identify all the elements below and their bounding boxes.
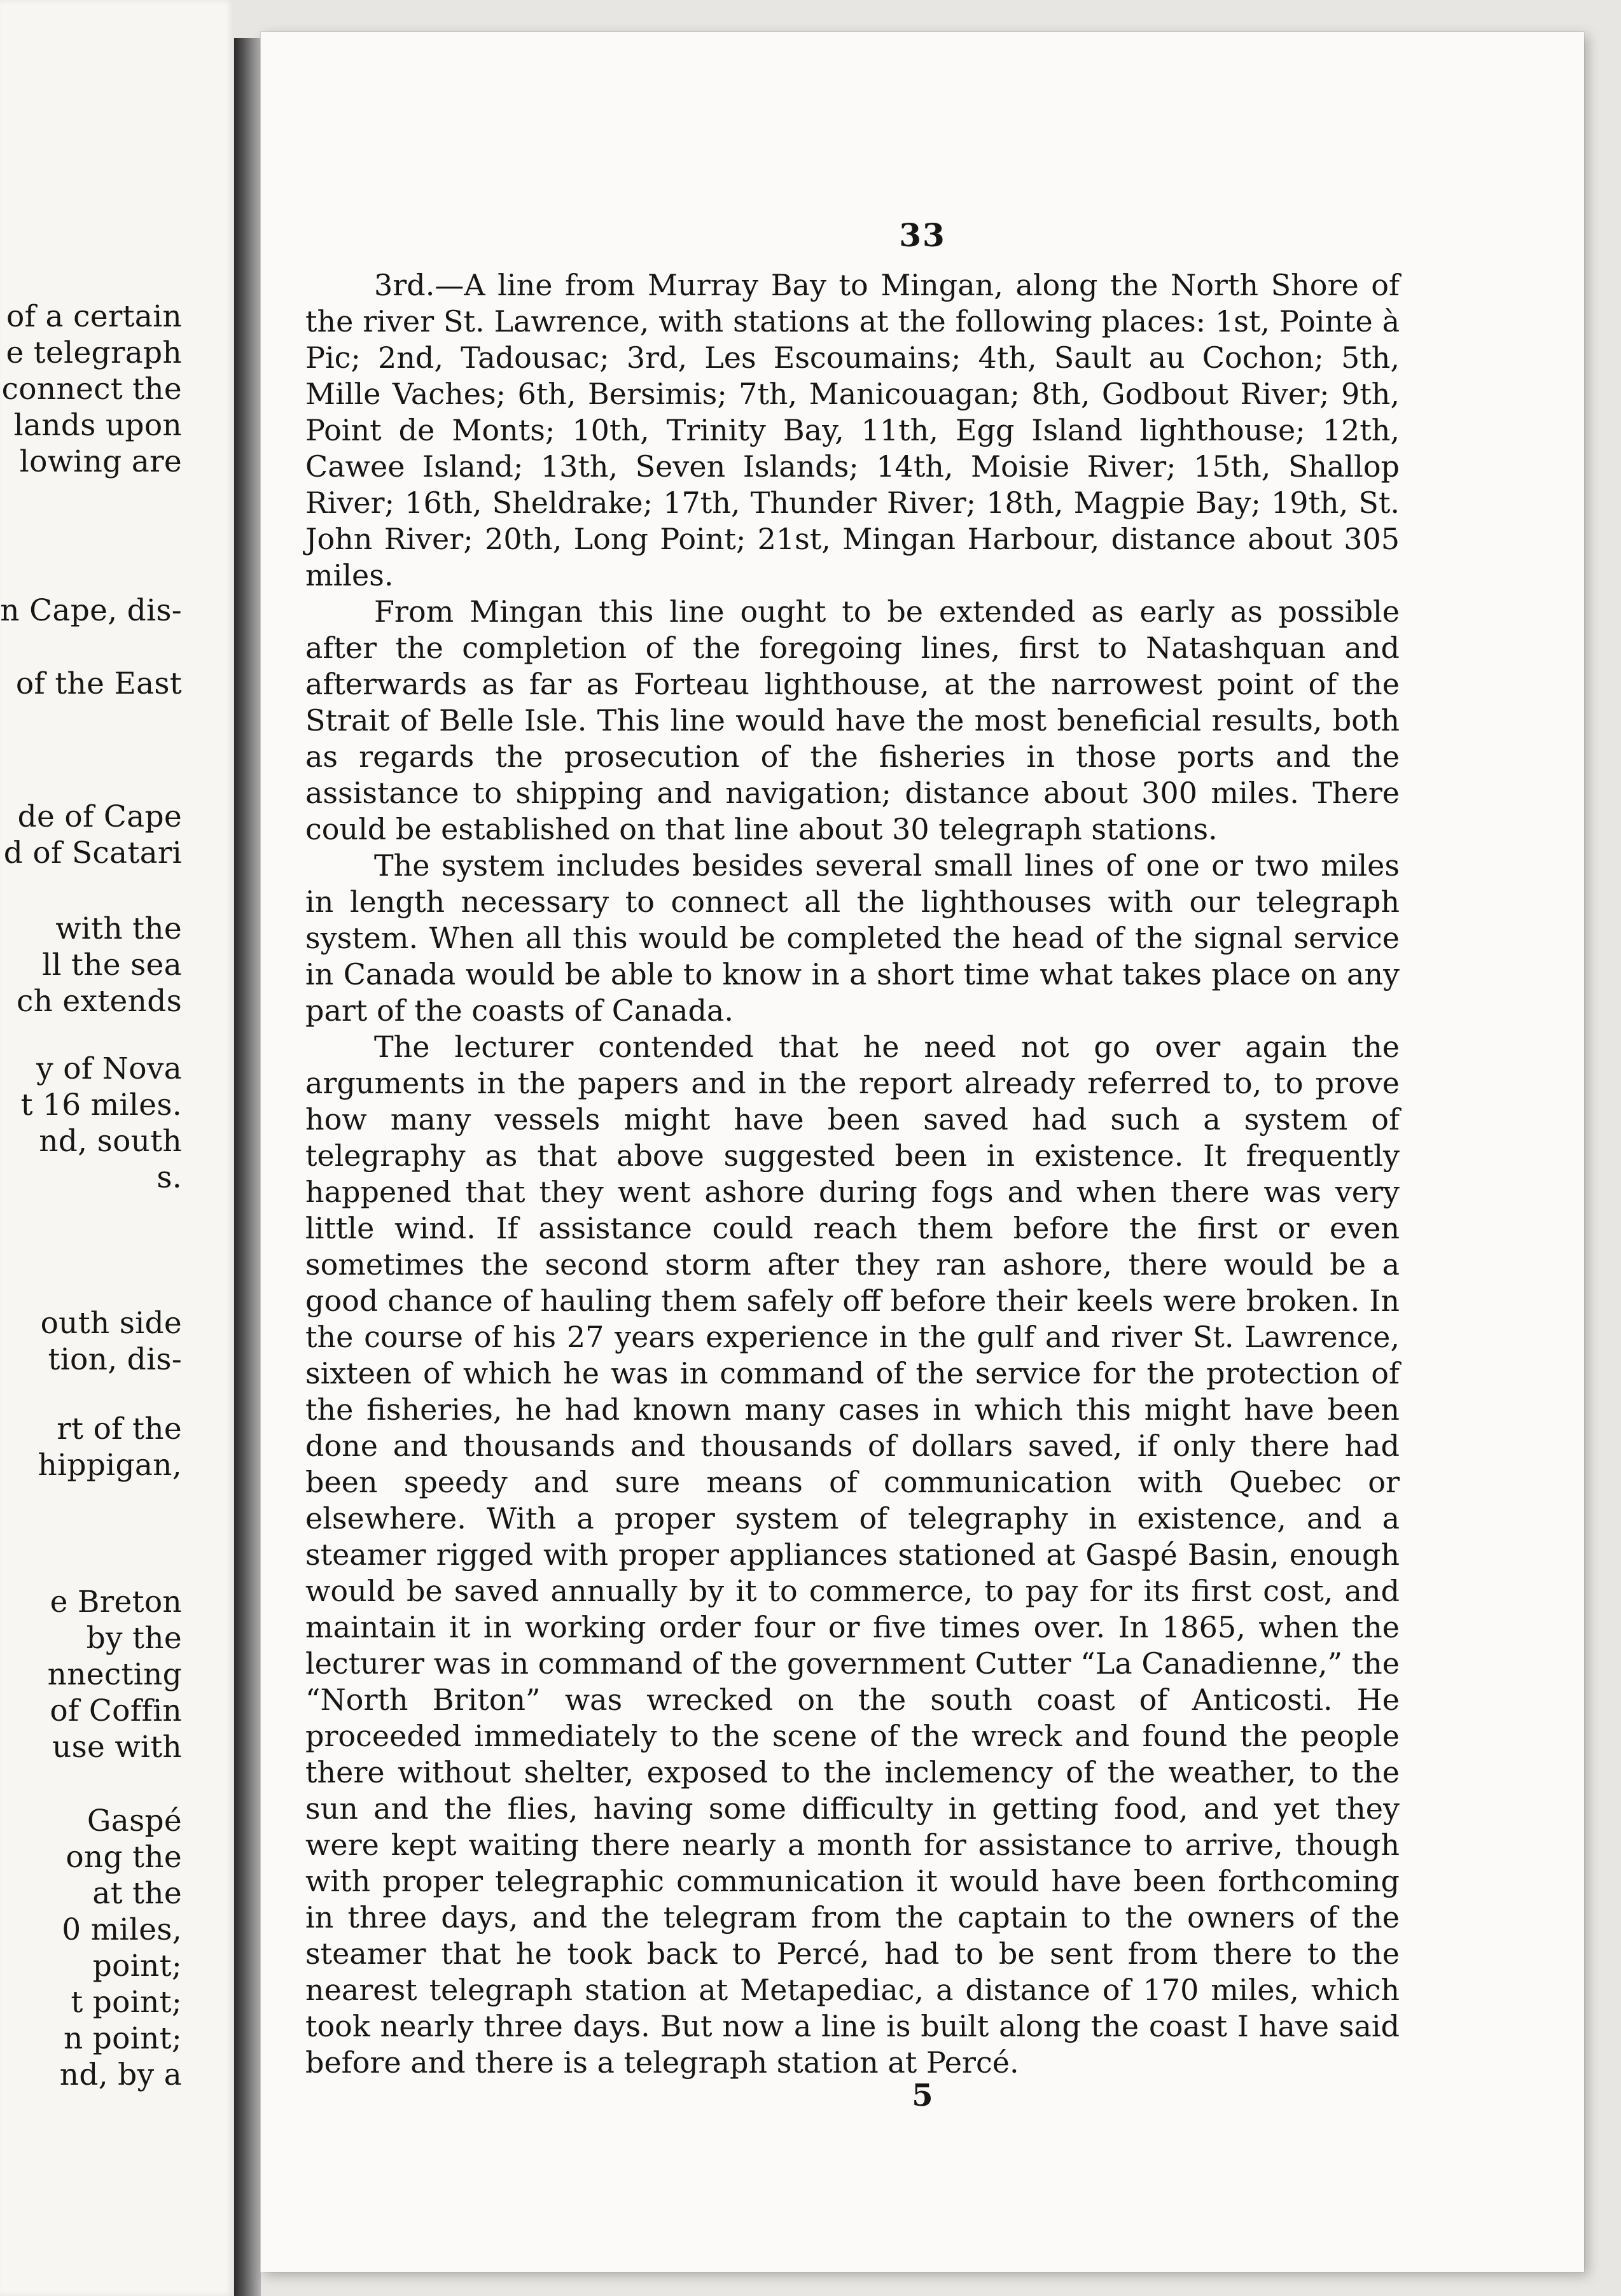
left-text-line: at the [92, 1876, 182, 1911]
left-text-line: with the [55, 911, 182, 946]
left-text-line: ch extends [16, 984, 182, 1019]
document-page [261, 32, 1584, 2272]
left-text-line: rt of the [57, 1411, 182, 1446]
page-number: 33 [899, 216, 946, 254]
left-text-line: e telegraph [6, 335, 182, 370]
book-gutter [234, 38, 261, 2296]
left-text-line: outh side [40, 1306, 182, 1341]
left-text-line: lands upon [13, 408, 182, 443]
left-text-line: by the [86, 1621, 182, 1656]
left-text-line: s. [157, 1160, 182, 1195]
left-text-line: of a certain [6, 299, 182, 334]
left-text-line: t 16 miles. [20, 1088, 182, 1123]
paragraph-small-lines: The system includes besides several small lines of one or two miles in length necessary to connect all the lighthouses with our telegraph system. When all this would be completed the head of the signal service in Canada would be able to know in a short time what takes place on any part of the coasts of Canada. [305, 848, 1400, 1028]
left-text-line: ll the sea [42, 948, 182, 983]
left-text-line: lowing are [19, 444, 182, 479]
left-text-line: e Breton [50, 1585, 182, 1620]
body-text [305, 267, 1400, 2081]
left-text-line: hippigan, [38, 1448, 182, 1483]
signature-mark: 5 [912, 2078, 933, 2113]
paragraph-lecturer-argument: The lecturer contended that he need not go over again the arguments in the papers and in the report already referred to, to prove how many vessels might have been saved had such a system of telegraphy as that above suggested been in existence. It frequently happened that they went ashore during fogs and when there was very little wind. If assistance could reach them before the first or even sometimes the second storm after they ran ashore, there would be a good chance of hauling them safely off before their keels were broken. In the course of his 27 years experience in the gulf and river St. Lawrence, sixteen of which he was in command of the service for the protection of the fisheries, he had known many cases in which this might have been done and thousands and thousands of dollars saved, if only there had been speedy and sure means of communication with Quebec or elsewhere. With a proper system of telegraphy in existence, and a steamer rigged with proper appliances stationed at Gaspé Basin, enough would be saved annually by it to commerce, to pay for its first cost, and maintain it in working order four or five times over. In 1865, when the lecturer was in command of the government Cutter “La Canadienne,” the “North Briton” was wrecked on the south coast of Anticosti. He proceeded immediately to the scene of the wreck and found the people there without shelter, exposed to the inclemency of the weather, to the sun and the flies, having some difficulty in getting food, and yet they were kept waiting there nearly a month for assistance to arrive, though with proper telegraphic communication it would have been forthcoming in three days, and the telegram from the captain to the owners of the steamer that he took back to Percé, had to be sent from there to the nearest telegraph station at Metapediac, a distance of 170 miles, which took nearly three days. But now a line is built along the coast I have said before and there is a telegraph station at Percé. [305, 1030, 1400, 2080]
left-text-line: of Coffin [50, 1693, 182, 1728]
paragraph-mingan-extension: From Mingan this line ought to be extended as early as possible after the completion of the foregoing lines, first to Natashquan and afterwards as far as Forteau lighthouse, at the narrowest point of the Strait of Belle Isle. This line would have the most beneficial results, both as regards the prosecution of the fisheries in those ports and the assistance to shipping and navigation; distance about 300 miles. There could be established on that line about 30 telegraph stations. [305, 594, 1400, 846]
left-text-line: connect the [1, 372, 182, 407]
left-text-line: of the East [15, 666, 182, 701]
left-text-line: y of Nova [36, 1051, 182, 1086]
left-text-line: use with [52, 1730, 182, 1765]
left-text-line: point; [92, 1949, 182, 1984]
left-text-line: nd, south [39, 1124, 182, 1159]
left-text-line: t point; [71, 1985, 182, 2020]
paragraph-north-shore-line: 3rd.—A line from Murray Bay to Mingan, along the North Shore of the river St. Lawrence, with stations at the following places: 1st, Pointe à Pic; 2nd, Tadousac; 3rd, Les Escoumains; 4th, Sault au Cochon; 5th, Mille Vaches; 6th, Bersimis; 7th, Manicouagan; 8th, Godbout River; 9th, Point de Monts; 10th, Trinity Bay, 11th, Egg Island lighthouse; 12th, Cawee Island; 13th, Seven Islands; 14th, Moisie River; 15th, Shallop River; 16th, Sheldrake; 17th, Thunder River; 18th, Magpie Bay; 19th, St. John River; 20th, Long Point; 21st, Mingan Harbour, distance about 305 miles. [305, 268, 1400, 592]
left-text-line: nnecting [47, 1657, 182, 1692]
left-text-line: ong the [66, 1840, 182, 1875]
left-text-line: d of Scatari [3, 836, 182, 871]
left-text-line: nd, by a [59, 2057, 182, 2092]
left-text-line: tion, dis- [48, 1342, 182, 1377]
left-text-line: n point; [63, 2021, 182, 2056]
left-text-line: n Cape, dis- [0, 593, 182, 628]
left-page-fragment [0, 0, 234, 2296]
left-text-line: de of Cape [17, 799, 182, 834]
left-text-line: 0 miles, [62, 1912, 182, 1947]
left-text-line: Gaspé [87, 1803, 182, 1838]
